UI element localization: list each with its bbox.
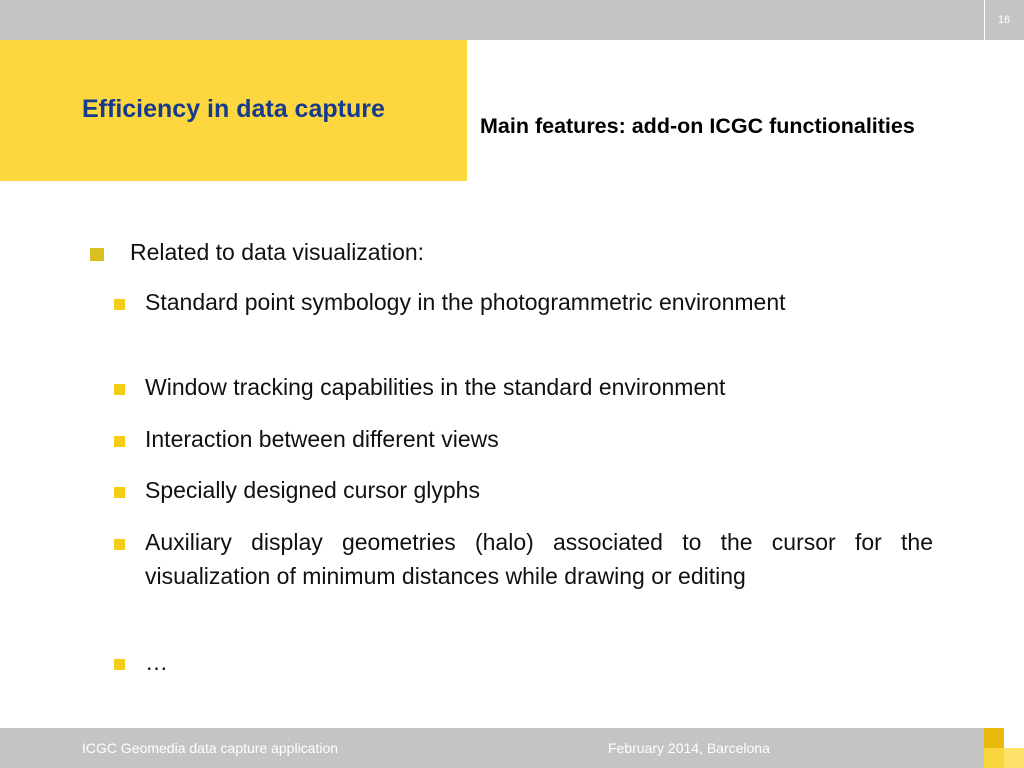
footer-bar	[0, 728, 1024, 768]
footer-presentation-title: ICGC Geomedia data capture application	[82, 740, 339, 756]
square-bullet-icon	[114, 436, 125, 447]
square-bullet-icon	[114, 539, 125, 550]
page-number: 16	[997, 14, 1011, 26]
logo-square	[1004, 748, 1024, 768]
sub-bullet-text: …	[145, 649, 168, 675]
square-bullet-icon	[114, 384, 125, 395]
square-bullet-icon	[114, 487, 125, 498]
logo-square	[984, 748, 1004, 768]
sub-bullet-text: Specially designed cursor glyphs	[145, 477, 480, 503]
sub-bullet-text: Standard point symbology in the photogrammetric environment	[145, 289, 786, 315]
section-title: Efficiency in data capture	[82, 95, 385, 123]
square-bullet-icon	[90, 248, 104, 261]
sub-bullet-text: Interaction between different views	[145, 426, 499, 452]
square-bullet-icon	[114, 659, 125, 670]
footer-date-location: February 2014, Barcelona	[608, 740, 770, 756]
logo-square	[1004, 728, 1024, 748]
logo-squares	[984, 728, 1024, 768]
sub-bullet-text: Window tracking capabilities in the standard environment	[145, 374, 726, 400]
slide-subtitle: Main features: add-on ICGC functionalities	[480, 114, 915, 138]
sub-bullet-text: Auxiliary display geometries (halo) associated to the cursor for the visualization of minimum distances while drawing or editing	[145, 529, 933, 589]
main-bullet-text: Related to data visualization:	[130, 239, 425, 265]
square-bullet-icon	[114, 299, 125, 310]
logo-square	[984, 728, 1004, 748]
